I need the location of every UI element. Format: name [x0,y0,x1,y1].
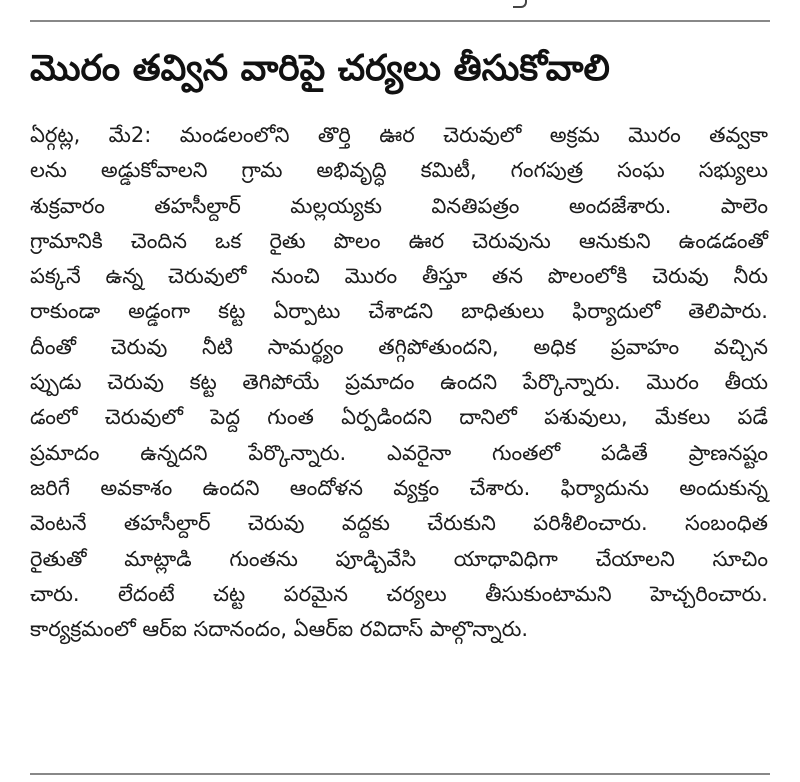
article-line: చారు. లేదంటే చట్ట పరమైన చర్యలు తీసుకుంటామని హెచ్చరించారు. [30,581,768,606]
article-line: ఏర్గట్ల, మే2: మండలంలోని తొర్తి ఊర చెరువులో అక్రమ మొరం తవ్వకా [30,123,768,147]
clipped-glyph-fragment [513,0,527,8]
article-line: శుక్రవారం తహసీల్దార్ మల్లయ్యకు వినతిపత్రం అందజేశారు. పాలెం [30,193,768,218]
article-line: ప్పుడు చెరువు కట్ట తెగిపోయే ప్రమాదం ఉందని పేర్కొన్నారు. మొరం తీయ [30,370,768,395]
article-line: దీంతో చెరువు నీటి సామర్థ్యం తగ్గిపోతుందని, అధిక ప్రవాహం వచ్చిన [30,334,768,359]
article-line: ప్రమాదం ఉన్నదని పేర్కొన్నారు. ఎవరైనా గుంతలో పడితే ప్రాణనష్టం [30,440,768,465]
article-line: కార్యక్రమంలో ఆర్ఐ సదానందం, ఏఆర్ఐ రవిదాస్ పాల్గొన్నారు. [30,617,529,642]
article-body [30,118,768,647]
top-divider [30,20,770,22]
article-line: రైతుతో మాట్లాడి గుంతను పూడ్చివేసి యాధావిధిగా చేయాలని సూచిం [30,546,768,571]
bottom-divider [30,773,770,775]
article-line: పక్కనే ఉన్న చెరువులో నుంచి మొరం తీస్తూ తన పొలంలోకి చెరువు నీరు [30,264,768,289]
article-line: గ్రామానికి చెందిన ఒక రైతు పొలం ఊర చెరువును ఆనుకుని ఉండడంతో [30,228,768,253]
article-line: జరిగే అవకాశం ఉందని ఆందోళన వ్యక్తం చేశారు. ఫిర్యాదును అందుకున్న [30,475,768,500]
article-line: లను అడ్డుకోవాలని గ్రామ అభివృద్ధి కమిటీ, గంగపుత్ర సంఘ సభ్యులు [30,158,768,183]
article-line: వెంటనే తహసీల్దార్ చెరువు వద్దకు చేరుకుని పరిశీలించారు. సంబంధిత [30,511,768,536]
article-line: డంలో చెరువులో పెద్ద గుంత ఏర్పడిందని దానిలో పశువులు, మేకలు పడే [30,405,768,430]
article-line: రాకుండా అడ్డంగా కట్ట ఏర్పాటు చేశాడని బాధితులు ఫిర్యాదులో తెలిపారు. [30,299,768,324]
headline: మొరం తవ్విన వారిపై చర్యలు తీసుకోవాలి [30,48,610,89]
